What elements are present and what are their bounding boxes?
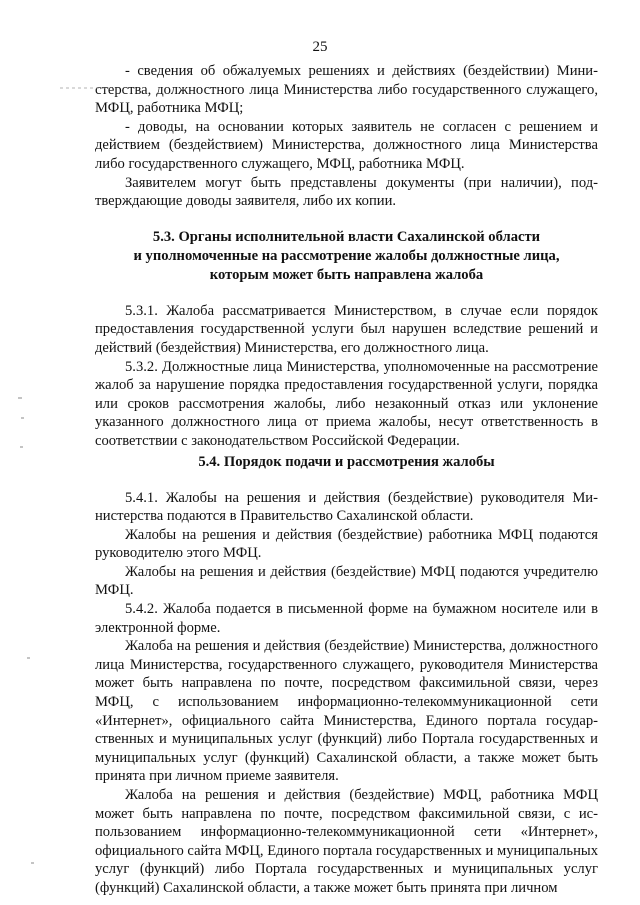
paragraph-5-4-1-mfc-worker: Жалобы на решения и действия (бездействие) работника МФЦ подаются руководителю этого МФЦ.	[95, 526, 598, 562]
paragraph-5-4-2-ministry: Жалоба на решения и действия (бездействие) Министерства, должностного лица Министерства, государственного служащего, руководителя Министерства может быть направлена по почте, посредством факсимильной связи, через МФЦ, с использованием информационно-телекоммуникационной сети «Интернет», официального сайта Министерства, Единого портала государственных и муниципальных услуг (функций) либо Портала государственных и муниципальных услуг (функций) Сахалинской области, а также может быть принята при личном приеме заявителя.	[95, 638, 598, 785]
paragraph-5-4-1-mfc: Жалобы на решения и действия (бездействие) МФЦ подаются учредителю МФЦ.	[95, 563, 598, 599]
paragraph-5-3-1: 5.3.1. Жалоба рассматривается Министерством, в случае если порядок предоставления государственной услуги был нарушен вследствие решений и действий (бездействия) Министерства, его должностного лица.	[95, 302, 598, 356]
paragraph-list-item-1: - сведения об обжалуемых решениях и действиях (бездействии) Министерства, должностного лица Министерства либо государственного служащего, МФЦ, работника МФЦ;	[95, 63, 598, 117]
document-body	[95, 62, 598, 898]
section-5-3-heading-line-2: и уполномоченные на рассмотрение жалобы должностные лица,	[133, 247, 560, 264]
paragraph-5-3-2: 5.3.2. Должностные лица Министерства, уполномоченные на рассмотрение жалоб за нарушение порядка предоставления государственной услуги, порядка или сроков рассмотрения жалобы, либо незаконный отказ или уклонение указанного должностного лица от приема жалобы, несут ответственность в соответствии с законодательством Российской Федерации.	[95, 358, 598, 449]
paragraph-5-4-2-mfc: Жалоба на решения и действия (бездействие) МФЦ, работника МФЦ может быть направлена по почте, посредством факсимильной связи, с использованием информационно-телекоммуникационной сети «Интернет», официального сайта МФЦ, Единого портала государственных и муниципальных услуг (функций) либо Портала государственных и муниципальных услуг (функций) Сахалинской области, а также может быть принята при личном	[95, 787, 598, 896]
paragraph-list-item-2: - доводы, на основании которых заявитель не согласен с решением и действием (бездействием) Министерства, должностного лица Министерства либо государственного служащего, МФЦ, работника МФЦ.	[95, 118, 598, 172]
section-5-3-heading-line-3: которым может быть направлена жалоба	[209, 266, 484, 283]
page-number: 25	[312, 39, 328, 55]
paragraph-5-4-2: 5.4.2. Жалоба подается в письменной форме на бумажном носителе или в электронной форме.	[95, 601, 598, 636]
section-5-3-heading	[95, 228, 598, 285]
paragraph-documents: Заявителем могут быть представлены документы (при наличии), подтверждающие доводы заявителя, либо их копии.	[95, 174, 598, 210]
section-5-3-heading-line-1: 5.3. Органы исполнительной власти Сахалинской области	[152, 228, 541, 245]
section-5-4-heading: 5.4. Порядок подачи и рассмотрения жалобы	[198, 453, 495, 470]
paragraph-5-4-1: 5.4.1. Жалобы на решения и действия (бездействие) руководителя Министерства подаются в Правительство Сахалинской области.	[95, 489, 598, 525]
